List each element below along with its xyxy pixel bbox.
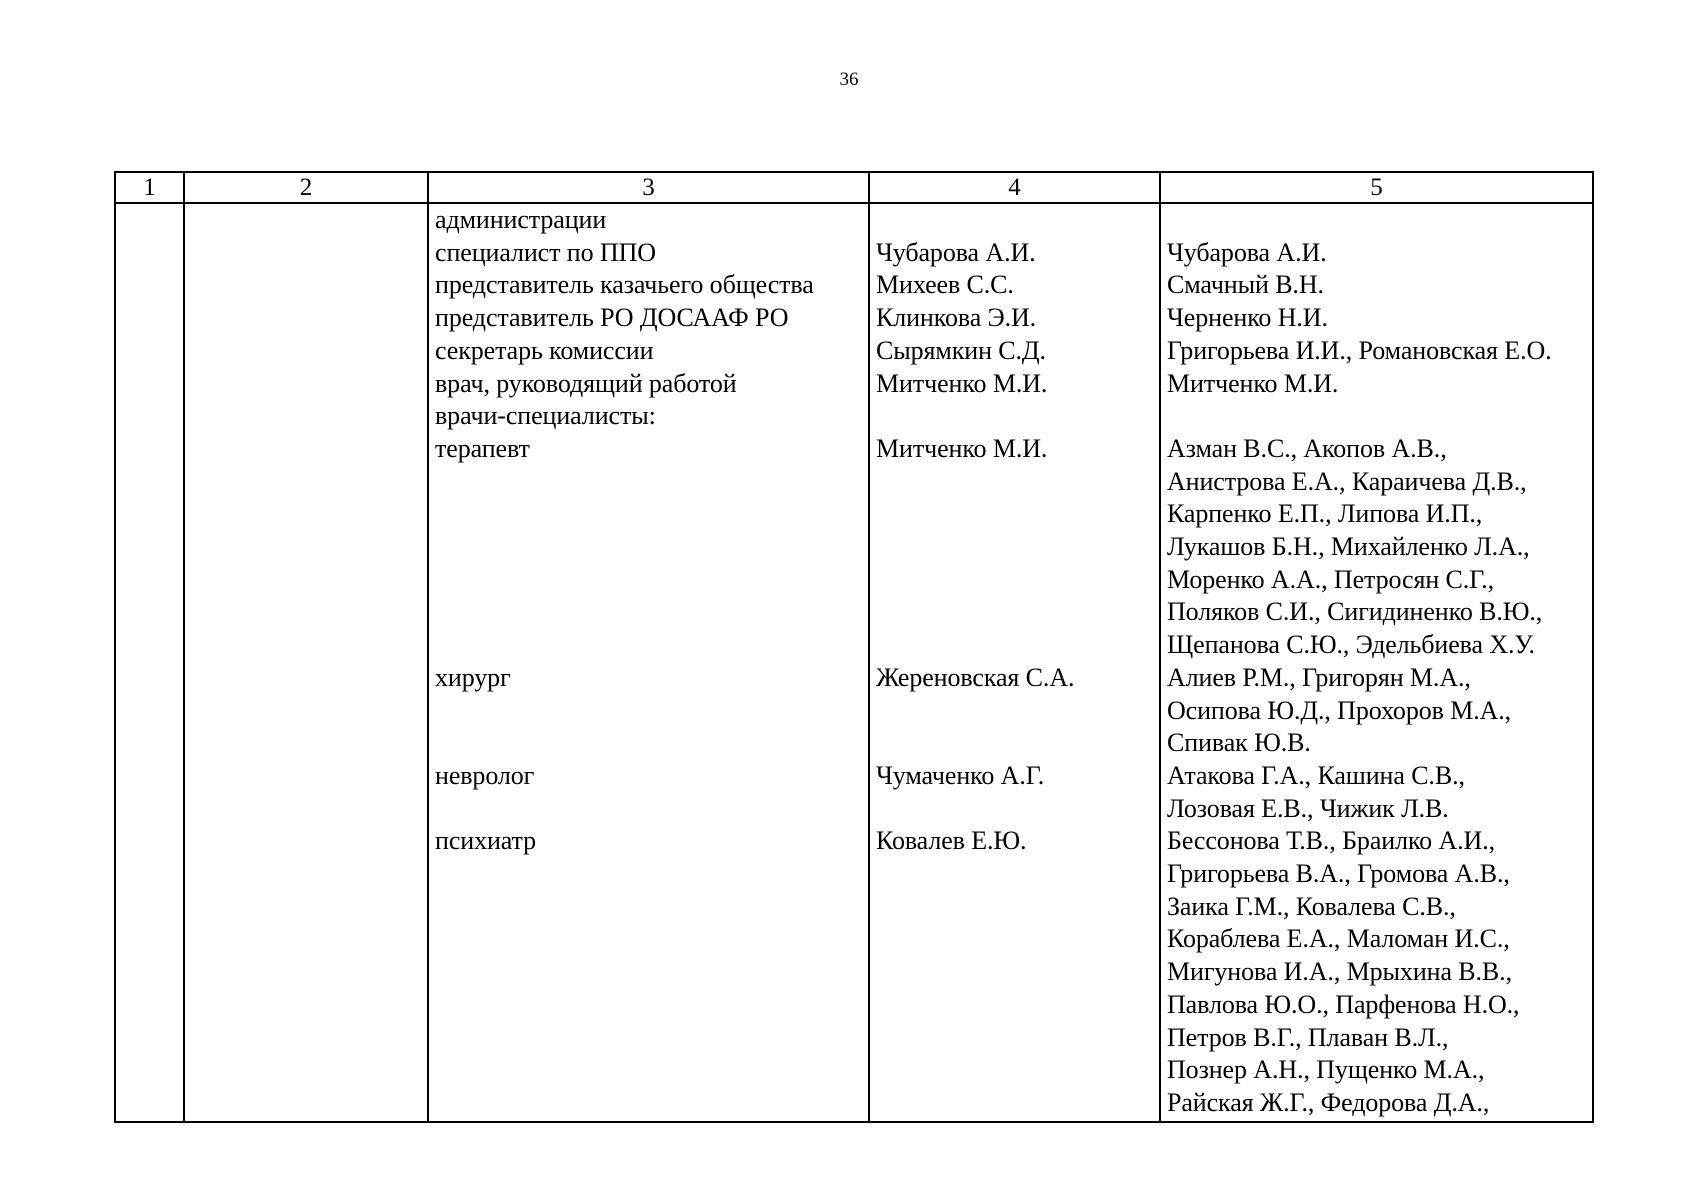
position-label: представитель РО ДОСААФ РО [435, 303, 789, 333]
reserve-member-names: Мигунова И.А., Мрыхина В.В., [1167, 957, 1512, 987]
cell-col2 [184, 203, 428, 1122]
reserve-member-names: Чубарова А.И. [1167, 237, 1327, 267]
position-label: невролог [435, 760, 535, 790]
blank-line [876, 694, 1155, 727]
table-row [115, 203, 1593, 1122]
blank-line [435, 498, 864, 531]
position-label: администрации [435, 205, 607, 234]
reserve-member-names: Павлова Ю.О., Парфенова Н.О., [1167, 989, 1520, 1019]
reserve-member-names: Григорьева В.А., Громова А.В., [1167, 859, 1510, 889]
reserve-member-names: Черненко Н.И. [1167, 303, 1328, 333]
blank-line [435, 727, 864, 760]
column-number-5: 5 [1160, 172, 1593, 203]
commission-table [114, 171, 1594, 1123]
position-label: секретарь комиссии [435, 335, 654, 365]
reserve-member-names: Бессонова Т.В., Браилко А.И., [1167, 826, 1496, 856]
reserve-member-names: Осипова Ю.Д., Прохоров М.А., [1167, 695, 1512, 725]
blank-line [1167, 204, 1588, 237]
column-number-1: 1 [115, 172, 184, 203]
page-number: 36 [839, 69, 859, 90]
blank-line [1167, 400, 1588, 433]
reserve-member-names: Атакова Г.А., Кашина С.В., [1167, 760, 1465, 790]
reserve-member-names: Лукашов Б.Н., Михайленко Л.А., [1167, 532, 1530, 561]
reserve-member-names: Познер А.Н., Пущенко М.А., [1167, 1055, 1485, 1085]
position-label: специалист по ППО [435, 237, 656, 267]
member-name: Жереновская С.А. [876, 662, 1075, 692]
blank-line [876, 727, 1155, 760]
reserve-member-names: Кораблева Е.А., Маломан И.С., [1167, 924, 1510, 954]
member-name: Чумаченко А.Г. [876, 760, 1045, 790]
member-name: Митченко М.И. [876, 368, 1048, 398]
member-name: Михеев С.С. [876, 270, 1014, 300]
reserve-member-names: Поляков С.И., Сигидиненко В.Ю., [1167, 597, 1543, 627]
position-label: хирург [435, 662, 511, 692]
reserve-member-names: Райская Ж.Г., Федорова Д.А., [1167, 1087, 1490, 1117]
position-label: врач, руководящий работой [435, 368, 737, 398]
blank-line [876, 629, 1155, 662]
blank-line [435, 694, 864, 727]
reserve-member-names: Петров В.Г., Плаван В.Л., [1167, 1022, 1449, 1052]
cell-members [869, 203, 1160, 1122]
reserve-member-names: Моренко А.А., Петросян С.Г., [1167, 564, 1494, 594]
member-name: Сырямкин С.Д. [876, 335, 1046, 365]
blank-line [435, 466, 864, 499]
blank-line [876, 498, 1155, 531]
blank-line [435, 531, 864, 564]
reserve-member-names: Азман В.С., Акопов А.В., [1167, 433, 1447, 463]
blank-line [876, 466, 1155, 499]
blank-line [435, 596, 864, 629]
reserve-member-names: Лозовая Е.В., Чижик Л.В. [1167, 793, 1449, 823]
blank-line [435, 793, 864, 826]
blank-line [435, 564, 864, 597]
reserve-member-names: Григорьева И.И., Романовская Е.О. [1167, 335, 1552, 365]
reserve-member-names: Смачный В.Н. [1167, 270, 1324, 300]
position-label: врачи-специалисты: [435, 401, 656, 431]
blank-line [876, 564, 1155, 597]
member-name: Ковалев Е.Ю. [876, 826, 1027, 856]
blank-line [876, 204, 1155, 237]
reserve-member-names: Карпенко Е.П., Липова И.П., [1167, 499, 1483, 529]
position-label: психиатр [435, 826, 537, 856]
reserve-member-names: Алиев Р.М., Григорян М.А., [1167, 662, 1471, 692]
column-number-4: 4 [869, 172, 1160, 203]
member-name: Митченко М.И. [876, 433, 1048, 463]
reserve-member-names: Спивак Ю.В. [1167, 728, 1311, 758]
blank-line [876, 531, 1155, 564]
blank-line [435, 629, 864, 662]
cell-col1 [115, 203, 184, 1122]
cell-reserve-members [1160, 203, 1593, 1122]
member-name: Чубарова А.И. [876, 237, 1036, 267]
reserve-member-names: Митченко М.И. [1167, 368, 1339, 398]
reserve-member-names: Заика Г.М., Ковалева С.В., [1167, 891, 1456, 921]
blank-line [876, 596, 1155, 629]
cell-positions [428, 203, 869, 1122]
member-name: Клинкова Э.И. [876, 303, 1037, 333]
reserve-member-names: Щепанова С.Ю., Эдельбиева Х.У. [1167, 630, 1535, 660]
reserve-member-names: Анистрова Е.А., Караичева Д.В., [1167, 466, 1527, 496]
column-number-row [115, 172, 1593, 203]
column-number-2: 2 [184, 172, 428, 203]
column-number-3: 3 [428, 172, 869, 203]
blank-line [876, 400, 1155, 433]
blank-line [876, 793, 1155, 826]
position-label: представитель казачьего общества [435, 270, 814, 300]
position-label: терапевт [435, 433, 530, 463]
